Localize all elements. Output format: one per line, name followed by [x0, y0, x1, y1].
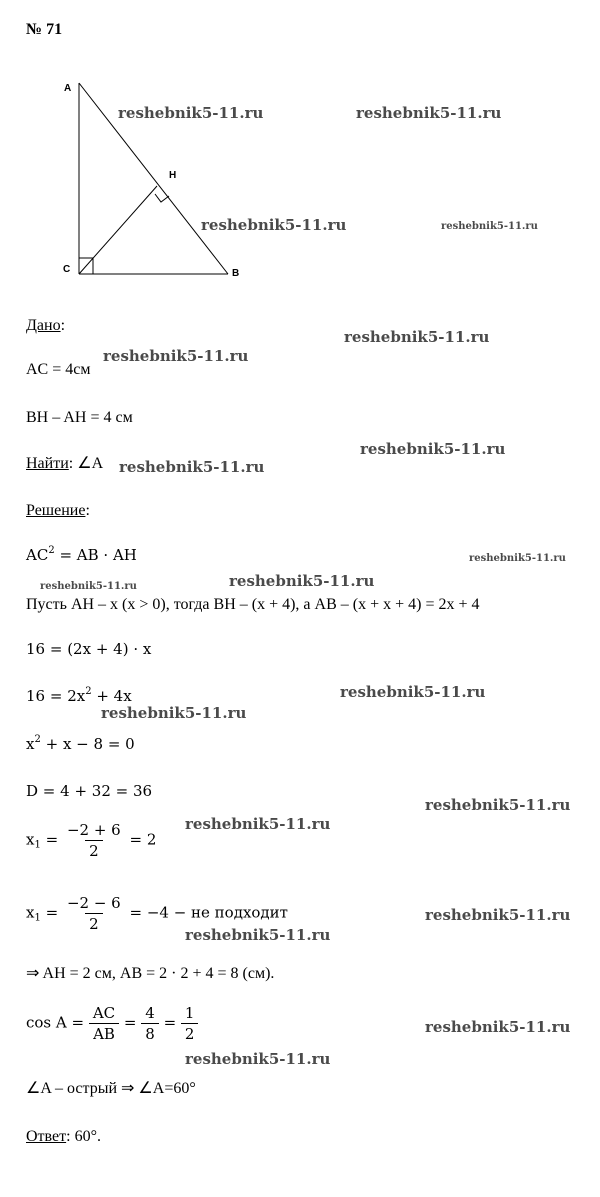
watermark: reshebnik5-11.ru [103, 347, 249, 365]
watermark: reshebnik5-11.ru [201, 216, 347, 234]
let-statement: Пусть AH – x (x > 0), тогда BH – (x + 4), а AB – (x + x + 4) = 2x + 4 [26, 596, 480, 613]
watermark: reshebnik5-11.ru [185, 1050, 331, 1068]
given-line-1: AC = 4см [26, 361, 91, 378]
root-2: $x_1$ = $\frac{-2 - 6}{2}$ = −4 − не подходит [26, 894, 288, 933]
watermark: reshebnik5-11.ru [40, 581, 137, 592]
find-heading: Найти: ∠A [26, 455, 104, 472]
angle-conclusion: ∠A – острый ⇒ ∠A=60° [26, 1080, 196, 1097]
label-h: H [169, 170, 177, 181]
watermark: reshebnik5-11.ru [425, 906, 571, 924]
root-1: $x_1$ = $\frac{-2 + 6}{2}$ = 2 [26, 821, 157, 860]
discriminant: D = 4 + 32 = 36 [26, 782, 153, 800]
given-line-2: BH – AH = 4 см [26, 409, 133, 426]
watermark: reshebnik5-11.ru [425, 796, 571, 814]
watermark: reshebnik5-11.ru [360, 440, 506, 458]
watermark: reshebnik5-11.ru [101, 704, 247, 722]
equation-ac-squared: $AC^2$ = AB · AH [26, 545, 137, 564]
label-b: B [232, 268, 240, 279]
watermark: reshebnik5-11.ru [344, 328, 490, 346]
cosine-equation: cos A = $\frac{AC}{AB}$ = $\frac{4}{8}$ = $\frac{1}{2}$ [26, 1003, 198, 1044]
given-heading: Дано: [26, 317, 66, 334]
solution-heading: Решение: [26, 502, 90, 519]
equation-3: $16 = 2x^2 + 4x$ [26, 686, 132, 705]
triangle-figure [0, 0, 600, 300]
conclusion: ⇒ AH = 2 см, AB = 2 · 2 + 4 = 8 (см). [26, 965, 275, 982]
watermark: reshebnik5-11.ru [118, 104, 264, 122]
problem-number: № 71 [26, 21, 63, 38]
watermark: reshebnik5-11.ru [340, 683, 486, 701]
watermark: reshebnik5-11.ru [185, 815, 331, 833]
equation-2: 16 = (2x + 4) · x [26, 640, 152, 658]
label-a: A [64, 83, 72, 94]
altitude-ch [79, 186, 157, 274]
watermark: reshebnik5-11.ru [356, 104, 502, 122]
label-c: C [63, 264, 71, 275]
watermark: reshebnik5-11.ru [119, 458, 265, 476]
watermark: reshebnik5-11.ru [441, 221, 538, 232]
answer: Ответ: 60°. [26, 1128, 101, 1145]
watermark: reshebnik5-11.ru [425, 1018, 571, 1036]
watermark: reshebnik5-11.ru [469, 553, 566, 564]
watermark: reshebnik5-11.ru [229, 572, 375, 590]
equation-4: $x^2 + x - 8 = 0$ [26, 734, 135, 753]
watermark: reshebnik5-11.ru [185, 926, 331, 944]
